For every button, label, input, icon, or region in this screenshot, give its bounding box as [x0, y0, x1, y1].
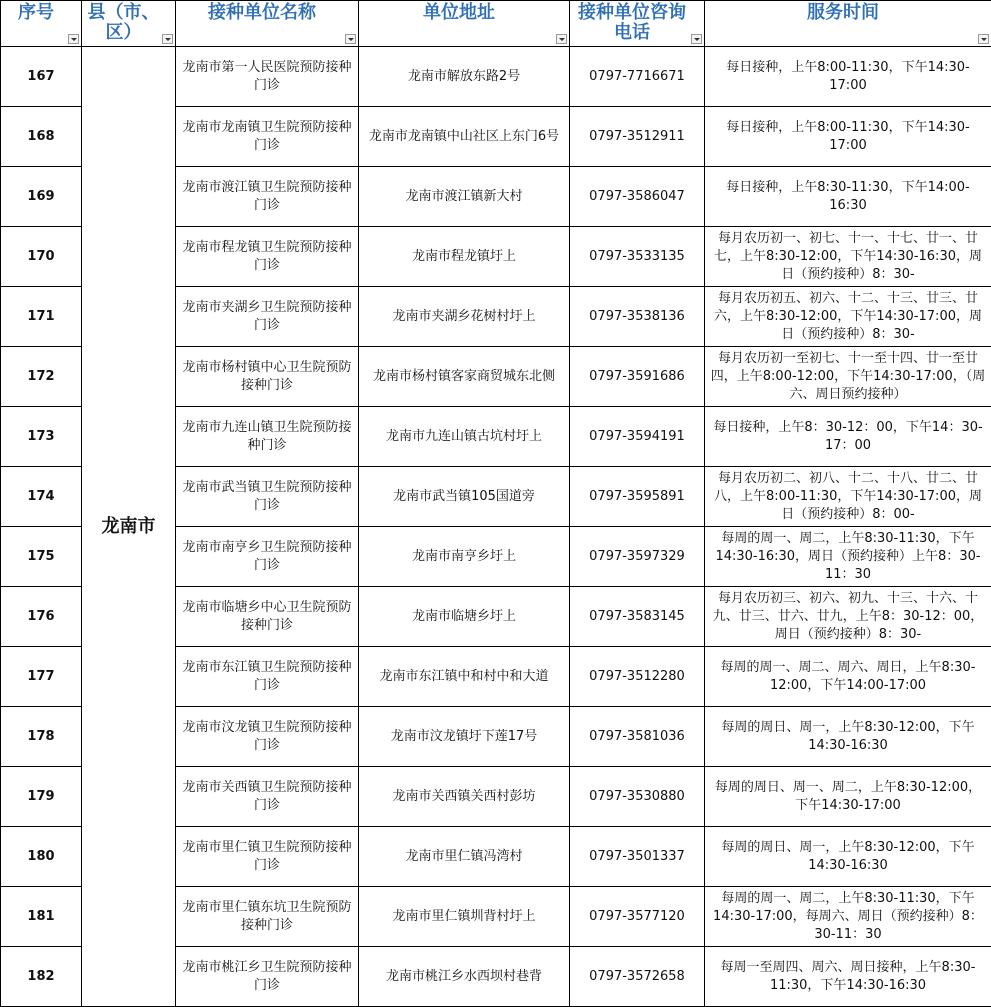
unit-name-cell[interactable]: 龙南市东江镇卫生院预防接种门诊 [176, 647, 359, 707]
filter-dropdown-icon[interactable] [978, 34, 989, 44]
seq-cell[interactable]: 177 [1, 647, 82, 707]
hours-cell[interactable] [705, 827, 991, 887]
hours-text: 每月农历初二、初八、十二、十八、廿二、廿八，上午8:00-11:30，下午14:30-17:00，周日（预约接种）8：00- [714, 470, 982, 522]
unit-name-cell[interactable]: 龙南市南亨乡卫生院预防接种门诊 [176, 527, 359, 587]
header-unit-name [176, 1, 359, 47]
filter-dropdown-icon[interactable] [162, 34, 173, 44]
header-hours [705, 1, 991, 47]
address-cell[interactable]: 龙南市武当镇105国道旁 [359, 467, 570, 527]
phone-cell[interactable]: 0797-3530880 [570, 767, 705, 827]
phone-cell[interactable]: 0797-3512280 [570, 647, 705, 707]
hours-cell[interactable] [705, 647, 991, 707]
header-phone [570, 1, 705, 47]
hours-cell[interactable] [705, 947, 991, 1007]
seq-cell[interactable]: 181 [1, 887, 82, 947]
hours-text: 每月农历初五、初六、十二、十三、廿三、廿六，上午8:30-12:00，下午14:30-17:00，周日（预约接种）8：30- [714, 290, 982, 342]
seq-cell[interactable]: 172 [1, 347, 82, 407]
seq-cell[interactable]: 176 [1, 587, 82, 647]
hours-cell[interactable] [705, 107, 991, 167]
hours-text: 每周一至周四、周六、周日接种，上午8:30-11:30，下午14:30-16:30 [720, 959, 976, 993]
hours-text: 每日接种，上午8:00-11:30，下午14:30-17:00 [726, 119, 970, 153]
phone-cell[interactable]: 0797-3533135 [570, 227, 705, 287]
seq-cell[interactable]: 175 [1, 527, 82, 587]
header-address-label: 单位地址 [423, 2, 495, 23]
hours-cell[interactable] [705, 47, 991, 107]
unit-name-cell[interactable]: 龙南市关西镇卫生院预防接种门诊 [176, 767, 359, 827]
header-county-label: 县（市、区） [87, 2, 160, 43]
filter-dropdown-icon[interactable] [68, 34, 79, 44]
county-cell[interactable]: 龙南市 [82, 47, 176, 1007]
hours-text: 每日接种，上午8:00-11:30，下午14:30-17:00 [726, 59, 970, 93]
address-cell[interactable]: 龙南市龙南镇中山社区上东门6号 [359, 107, 570, 167]
phone-cell[interactable]: 0797-3591686 [570, 347, 705, 407]
phone-cell[interactable]: 0797-3538136 [570, 287, 705, 347]
hours-cell[interactable] [705, 167, 991, 227]
filter-dropdown-icon[interactable] [691, 34, 702, 44]
seq-cell[interactable]: 180 [1, 827, 82, 887]
seq-cell[interactable]: 174 [1, 467, 82, 527]
hours-cell[interactable] [705, 467, 991, 527]
hours-text: 每周的周日、周一、周二，上午8:30-12:00，下午14:30-17:00 [714, 779, 982, 813]
phone-cell[interactable]: 0797-3581036 [570, 707, 705, 767]
unit-name-cell[interactable]: 龙南市临塘乡中心卫生院预防接种门诊 [176, 587, 359, 647]
address-cell[interactable]: 龙南市程龙镇圩上 [359, 227, 570, 287]
unit-name-cell[interactable]: 龙南市程龙镇卫生院预防接种门诊 [176, 227, 359, 287]
hours-text: 每月农历初一至初七、十一至十四、廿一至廿四，上午8:00-12:00，下午14:30-17:00，（周六、周日预约接种） [710, 350, 986, 402]
hours-text: 每周的周一、周二，上午8:30-11:30，下午14:30-17:00，每周六、周日（预约接种）8：30-11：30 [713, 890, 983, 942]
address-cell[interactable]: 龙南市汶龙镇圩下莲17号 [359, 707, 570, 767]
header-unit-name-label: 接种单位名称 [208, 2, 316, 23]
unit-name-cell[interactable]: 龙南市九连山镇卫生院预防接种门诊 [176, 407, 359, 467]
hours-text: 每周的周日、周一，上午8:30-12:00，下午14:30-16:30 [721, 839, 975, 873]
hours-text: 每月农历初一、初七、十一、十七、廿一、廿七，上午8:30-12:00，下午14:30-16:30，周日（预约接种）8：30- [714, 230, 982, 282]
address-cell[interactable]: 龙南市临塘乡圩上 [359, 587, 570, 647]
header-seq-label: 序号 [18, 2, 54, 23]
hours-cell[interactable] [705, 587, 991, 647]
phone-cell[interactable]: 0797-3572658 [570, 947, 705, 1007]
phone-cell[interactable]: 0797-7716671 [570, 47, 705, 107]
address-cell[interactable]: 龙南市东江镇中和村中和大道 [359, 647, 570, 707]
address-cell[interactable]: 龙南市九连山镇古坑村圩上 [359, 407, 570, 467]
unit-name-cell[interactable]: 龙南市杨村镇中心卫生院预防接种门诊 [176, 347, 359, 407]
unit-name-cell[interactable]: 龙南市夹湖乡卫生院预防接种门诊 [176, 287, 359, 347]
address-cell[interactable]: 龙南市里仁镇圳背村圩上 [359, 887, 570, 947]
hours-cell[interactable] [705, 707, 991, 767]
seq-cell[interactable]: 179 [1, 767, 82, 827]
seq-cell[interactable]: 169 [1, 167, 82, 227]
hours-cell[interactable] [705, 227, 991, 287]
hours-cell[interactable] [705, 287, 991, 347]
phone-cell[interactable]: 0797-3597329 [570, 527, 705, 587]
hours-cell[interactable] [705, 767, 991, 827]
hours-cell[interactable] [705, 407, 991, 467]
hours-text: 每月农历初三、初六、初九、十三、十六、十九、廿三、廿六、廿九，上午8：30-12：00，周日（预约接种）8：30- [712, 590, 984, 642]
phone-cell[interactable]: 0797-3501337 [570, 827, 705, 887]
phone-cell[interactable]: 0797-3594191 [570, 407, 705, 467]
unit-name-cell[interactable]: 龙南市第一人民医院预防接种门诊 [176, 47, 359, 107]
table-row [1, 47, 991, 107]
address-cell[interactable]: 龙南市桃江乡水西坝村巷背 [359, 947, 570, 1007]
unit-name-cell[interactable]: 龙南市里仁镇卫生院预防接种门诊 [176, 827, 359, 887]
address-cell[interactable]: 龙南市杨村镇客家商贸城东北侧 [359, 347, 570, 407]
address-cell[interactable]: 龙南市关西镇关西村彭坊 [359, 767, 570, 827]
unit-name-cell[interactable]: 龙南市渡江镇卫生院预防接种门诊 [176, 167, 359, 227]
hours-text: 每周的周一、周二、周六、周日，上午8:30-12:00，下午14:00-17:00 [720, 659, 976, 693]
hours-cell[interactable] [705, 527, 991, 587]
address-cell[interactable]: 龙南市夹湖乡花树村圩上 [359, 287, 570, 347]
header-seq [1, 1, 82, 47]
header-address [359, 1, 570, 47]
header-phone-label: 接种单位咨询电话 [578, 2, 686, 43]
unit-name-cell[interactable]: 龙南市武当镇卫生院预防接种门诊 [176, 467, 359, 527]
seq-cell[interactable]: 167 [1, 47, 82, 107]
address-cell[interactable]: 龙南市解放东路2号 [359, 47, 570, 107]
seq-cell[interactable]: 170 [1, 227, 82, 287]
hours-text: 每日接种，上午8:30-11:30，下午14:00-16:30 [726, 179, 970, 213]
hours-text: 每周的周日、周一，上午8:30-12:00，下午14:30-16:30 [721, 719, 975, 753]
filter-dropdown-icon[interactable] [556, 34, 567, 44]
filter-dropdown-icon[interactable] [345, 34, 356, 44]
hours-cell[interactable] [705, 347, 991, 407]
hours-text: 每周的周一、周二，上午8:30-11:30，下午14:30-16:30，周日（预约接种）上午8：30-11：30 [715, 530, 981, 582]
address-cell[interactable]: 龙南市渡江镇新大村 [359, 167, 570, 227]
seq-cell[interactable]: 171 [1, 287, 82, 347]
hours-text: 每日接种，上午8：30-12：00，下午14：30-17：00 [713, 419, 983, 453]
phone-cell[interactable]: 0797-3583145 [570, 587, 705, 647]
hours-cell[interactable] [705, 887, 991, 947]
header-hours-label: 服务时间 [807, 2, 879, 23]
seq-cell[interactable]: 173 [1, 407, 82, 467]
phone-cell[interactable]: 0797-3586047 [570, 167, 705, 227]
address-cell[interactable]: 龙南市里仁镇冯湾村 [359, 827, 570, 887]
phone-cell[interactable]: 0797-3577120 [570, 887, 705, 947]
phone-cell[interactable]: 0797-3512911 [570, 107, 705, 167]
seq-cell[interactable]: 168 [1, 107, 82, 167]
unit-name-cell[interactable]: 龙南市里仁镇东坑卫生院预防接种门诊 [176, 887, 359, 947]
unit-name-cell[interactable]: 龙南市龙南镇卫生院预防接种门诊 [176, 107, 359, 167]
unit-name-cell[interactable]: 龙南市汶龙镇卫生院预防接种门诊 [176, 707, 359, 767]
phone-cell[interactable]: 0797-3595891 [570, 467, 705, 527]
header-county [82, 1, 176, 47]
unit-name-cell[interactable]: 龙南市桃江乡卫生院预防接种门诊 [176, 947, 359, 1007]
address-cell[interactable]: 龙南市南亨乡圩上 [359, 527, 570, 587]
seq-cell[interactable]: 178 [1, 707, 82, 767]
seq-cell[interactable]: 182 [1, 947, 82, 1007]
header-row [1, 1, 991, 47]
